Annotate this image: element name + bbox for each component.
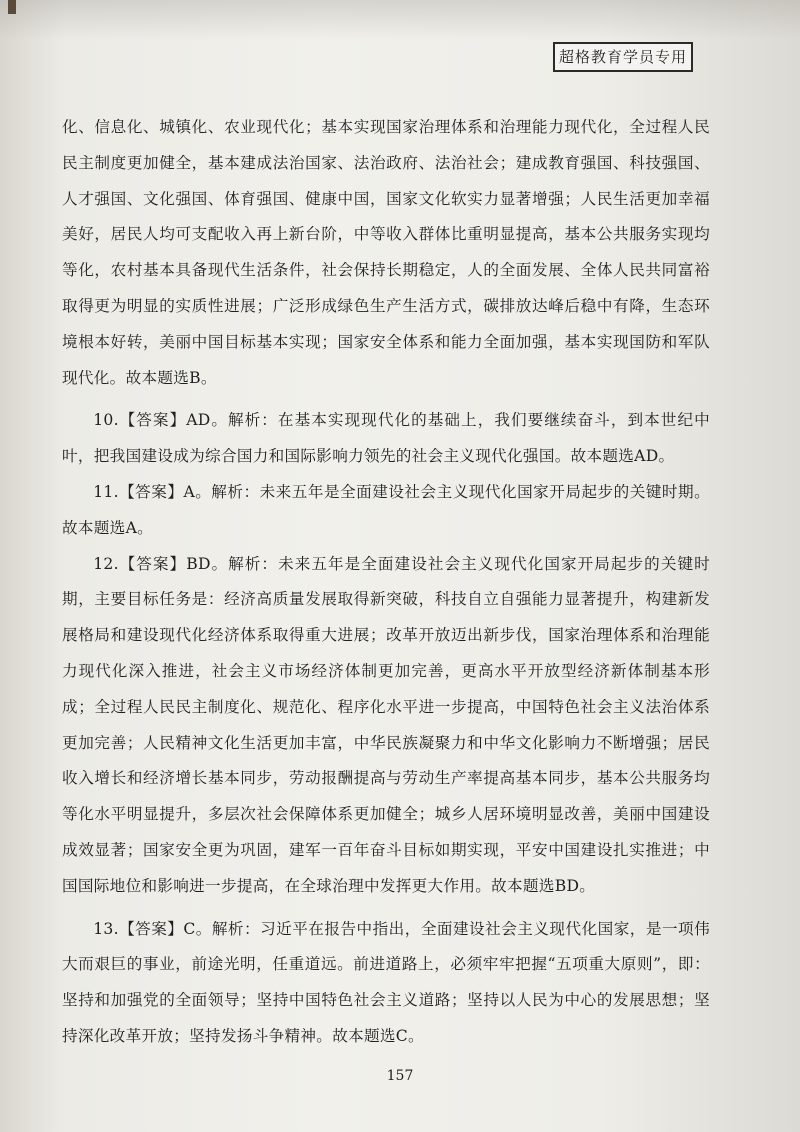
answer-10: 10.【答案】AD。解析：在基本实现现代化的基础上，我们要继续奋斗，到本世纪中叶，把我国建设成为综合国力和国际影响力领先的社会主义现代化强国。故本题选AD。 [62, 411, 710, 466]
corner-mark [8, 0, 16, 14]
answer-13: 13.【答案】C。解析：习近平在报告中指出，全面建设社会主义现代化国家，是一项伟大而艰巨的事业，前途光明，任重道远。前进道路上，必须牢牢把握“五项重大原则”，即：坚持和加强党的全面领导；坚持中国特色社会主义道路；坚持以人民为中心的发展思想；坚持深化改革开放；坚持发扬斗争精神。故本题选C。 [62, 919, 710, 1045]
header-stamp: 超格教育学员专用 [553, 42, 693, 72]
page-number: 157 [386, 1068, 414, 1084]
page-shadow [0, 0, 800, 40]
paragraph-continued: 化、信息化、城镇化、农业现代化；基本实现国家治理体系和治理能力现代化，全过程人民民主制度更加健全，基本建成法治国家、法治政府、法治社会；建成教育强国、科技强国、人才强国、文化强国、体育强国、健康中国，国家文化软实力显著增强；人民生活更加幸福美好，居民人均可支配收入再上新台阶，中等收入群体比重明显提高，基本公共服务实现均等化，农村基本具备现代生活条件，社会保持长期稳定，人的全面发展、全体人民共同富裕取得更为明显的实质性进展；广泛形成绿色生产生活方式，碳排放达峰后稳中有降，生态环境根本好转，美丽中国目标基本实现；国家安全体系和能力全面加强，基本实现国防和军队现代化。故本题选B。 [62, 118, 710, 387]
answer-text [62, 110, 710, 1055]
answer-11: 11.【答案】A。解析：未来五年是全面建设社会主义现代化国家开局起步的关键时期。故本题选A。 [62, 482, 710, 537]
answer-12: 12.【答案】BD。解析：未来五年是全面建设社会主义现代化国家开局起步的关键时期，主要目标任务是：经济高质量发展取得新突破，科技自立自强能力显著提升，构建新发展格局和建设现代化经济体系取得重大进展；改革开放迈出新步伐，国家治理体系和治理能力现代化深入推进，社会主义市场经济体制更加完善，更高水平开放型经济新体制基本形成；全过程人民民主制度化、规范化、程序化水平进一步提高，中国特色社会主义法治体系更加完善；人民精神文化生活更加丰富，中华民族凝聚力和中华文化影响力不断增强；居民收入增长和经济增长基本同步，劳动报酬提高与劳动生产率提高基本同步，基本公共服务均等化水平明显提升，多层次社会保障体系更加健全；城乡人居环境明显改善，美丽中国建设成效显著；国家安全更为巩固，建军一百年奋斗目标如期实现，平安中国建设扎实推进；中国国际地位和影响进一步提高，在全球治理中发挥更大作用。故本题选BD。 [62, 554, 710, 895]
